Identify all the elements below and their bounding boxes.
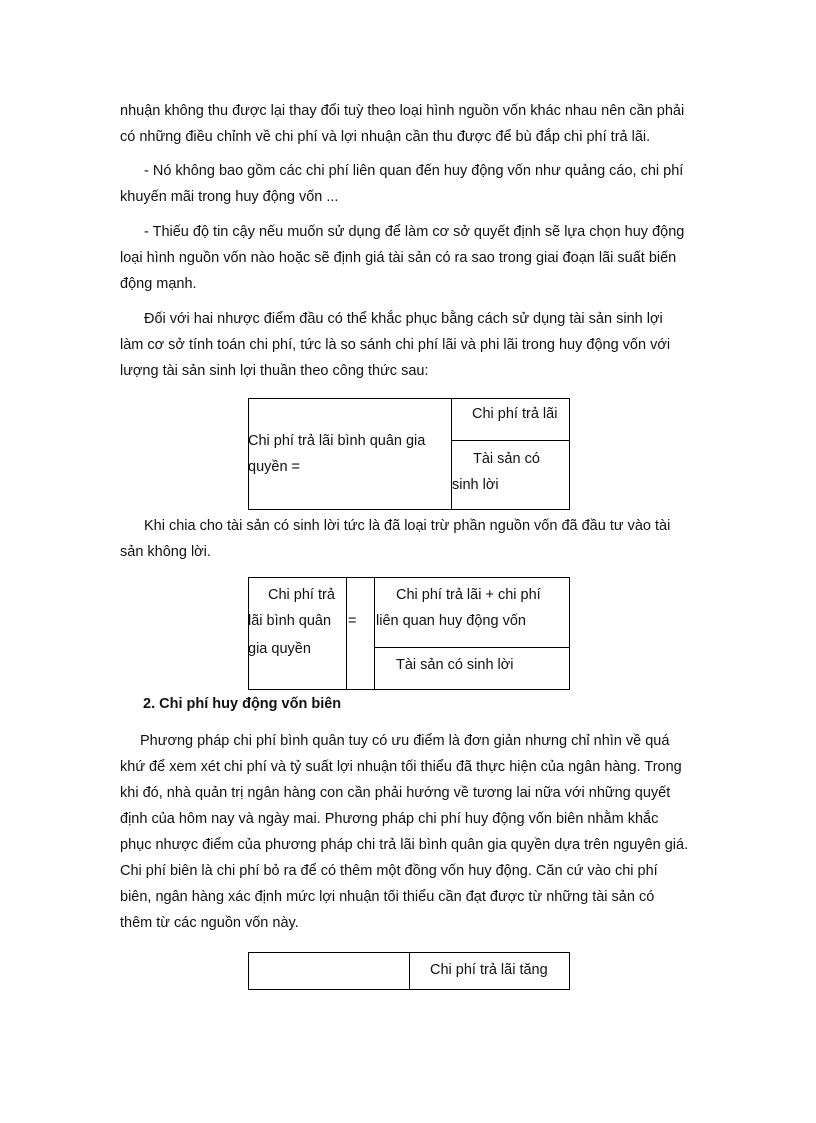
text-line: Chi phí biên là chi phí bỏ ra để có thêm một đồng vốn huy động. Căn cứ vào chi phí — [120, 863, 658, 879]
paragraph-4 — [120, 306, 700, 384]
text-line: - Thiếu độ tin cậy nếu muốn sử dụng để làm cơ sở quyết định sẽ lựa chọn huy động — [144, 224, 685, 240]
text-line: lượng tài sản sinh lợi thuần theo công thức sau: — [120, 363, 429, 379]
text-line: Khi chia cho tài sản có sinh lời tức là đã loại trừ phần nguồn vốn đã đầu tư vào tài — [144, 518, 671, 534]
text-line: động mạnh. — [120, 276, 197, 292]
equals-sign: = — [348, 613, 357, 629]
paragraph-6 — [120, 728, 700, 936]
formula-2-numerator: liên quan huy động vốn — [376, 613, 526, 629]
text-line: Phương pháp chi phí bình quân tuy có ưu điểm là đơn giản nhưng chỉ nhìn về quá — [140, 733, 670, 749]
text-line: định của hôm nay và ngày mai. Phương pháp chi phí huy động vốn biên nhằm khắc — [120, 811, 659, 827]
formula-1-denominator: Tài sản có — [473, 451, 540, 467]
formula-divider — [409, 952, 410, 990]
text-line: nhuận không thu được lại thay đổi tuỳ theo loại hình nguồn vốn khác nhau nên cần phải — [120, 103, 685, 119]
text-line: thêm từ các nguồn vốn này. — [120, 915, 299, 931]
text-line: khuyến mãi trong huy động vốn ... — [120, 189, 339, 205]
text-line: - Nó không bao gồm các chi phí liên quan đến huy động vốn như quảng cáo, chi phí — [144, 163, 684, 179]
formula-3-numerator: Chi phí trả lãi tăng — [430, 962, 548, 978]
paragraph-1 — [120, 98, 700, 150]
text-line: Đối với hai nhược điểm đầu có thể khắc phục bằng cách sử dụng tài sản sinh lợi — [144, 311, 663, 327]
fraction-bar — [374, 647, 570, 648]
formula-divider — [374, 577, 375, 690]
formula-2-left-text: Chi phí trả — [268, 587, 335, 603]
text-line: khứ để xem xét chi phí và tỷ suất lợi nhuận tối thiểu đã thực hiện của ngân hàng. Trong — [120, 759, 682, 775]
formula-1-denominator: sinh lời — [452, 477, 499, 493]
formula-1-numerator: Chi phí trả lãi — [472, 406, 558, 422]
text-line: có những điều chỉnh về chi phí và lợi nhuận cần thu được để bù đắp chi phí trả lãi. — [120, 129, 651, 145]
text-line: làm cơ sở tính toán chi phí, tức là so sánh chi phí lãi và phi lãi trong huy động vốn với — [120, 337, 671, 353]
text-line: khi đó, nhà quản trị ngân hàng con cần phải hướng về tương lai nữa với những quyết — [120, 785, 671, 801]
paragraph-3 — [120, 219, 700, 297]
formula-2-left-text: lãi bình quân — [248, 613, 332, 629]
section-heading: 2. Chi phí huy động vốn biên — [143, 696, 342, 712]
formula-2-denominator: Tài sản có sinh lời — [396, 657, 514, 673]
text-line: loại hình nguồn vốn nào hoặc sẽ định giá tài sản có ra sao trong giai đoạn lãi suất biến — [120, 250, 677, 266]
text-line: phục nhược điểm của phương pháp chi trả lãi bình quân gia quyền dựa trên nguyên giá. — [120, 837, 689, 853]
text-line: sản không lời. — [120, 544, 211, 560]
formula-2-left-text: gia quyền — [248, 641, 311, 657]
text-line: biên, ngân hàng xác định mức lợi nhuận tối thiểu cần đạt được từ những tài sản có — [120, 889, 655, 905]
paragraph-5 — [120, 513, 700, 565]
formula-1-left-text: quyền = — [248, 459, 301, 475]
formula-1-left-text: Chi phí trả lãi bình quân gia — [248, 433, 426, 449]
formula-2-numerator: Chi phí trả lãi + chi phí — [396, 587, 541, 603]
formula-divider — [346, 577, 347, 690]
paragraph-2 — [120, 158, 700, 210]
fraction-bar — [451, 440, 570, 441]
